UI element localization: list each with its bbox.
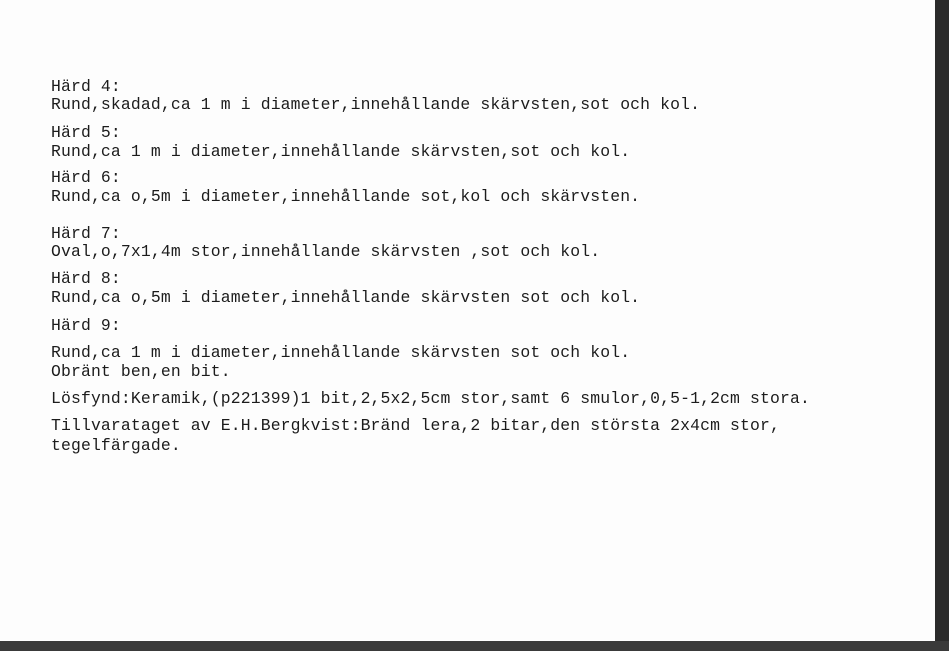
collected-by-line-continued: tegelfärgade.	[51, 436, 181, 455]
collected-by-line: Tillvarataget av E.H.Bergkvist:Bränd lera,2 bitar,den största 2x4cm stor,	[51, 416, 780, 435]
hearth-4-description: Rund,skadad,ca 1 m i diameter,innehållande skärvsten,sot och kol.	[51, 95, 701, 114]
hearth-4-heading: Härd 4:	[51, 77, 121, 96]
hearth-5-heading: Härd 5:	[51, 123, 121, 142]
hearth-6-heading: Härd 6:	[51, 168, 121, 187]
scan-edge-bottom	[0, 641, 949, 651]
hearth-9-description: Rund,ca 1 m i diameter,innehållande skärvsten sot och kol.	[51, 343, 631, 362]
scan-edge-right	[935, 0, 949, 651]
hearth-7-description: Oval,o,7x1,4m stor,innehållande skärvsten ,sot och kol.	[51, 242, 601, 261]
hearth-5-description: Rund,ca 1 m i diameter,innehållande skärvsten,sot och kol.	[51, 142, 631, 161]
stray-finds-line: Lösfynd:Keramik,(p221399)1 bit,2,5x2,5cm stor,samt 6 smulor,0,5-1,2cm stora.	[51, 389, 810, 408]
unburnt-bone-note: Obränt ben,en bit.	[51, 362, 231, 381]
hearth-6-description: Rund,ca o,5m i diameter,innehållande sot,kol och skärvsten.	[51, 187, 641, 206]
hearth-8-description: Rund,ca o,5m i diameter,innehållande skärvsten sot och kol.	[51, 288, 641, 307]
hearth-9-heading: Härd 9:	[51, 316, 121, 335]
hearth-7-heading: Härd 7:	[51, 224, 121, 243]
hearth-8-heading: Härd 8:	[51, 269, 121, 288]
